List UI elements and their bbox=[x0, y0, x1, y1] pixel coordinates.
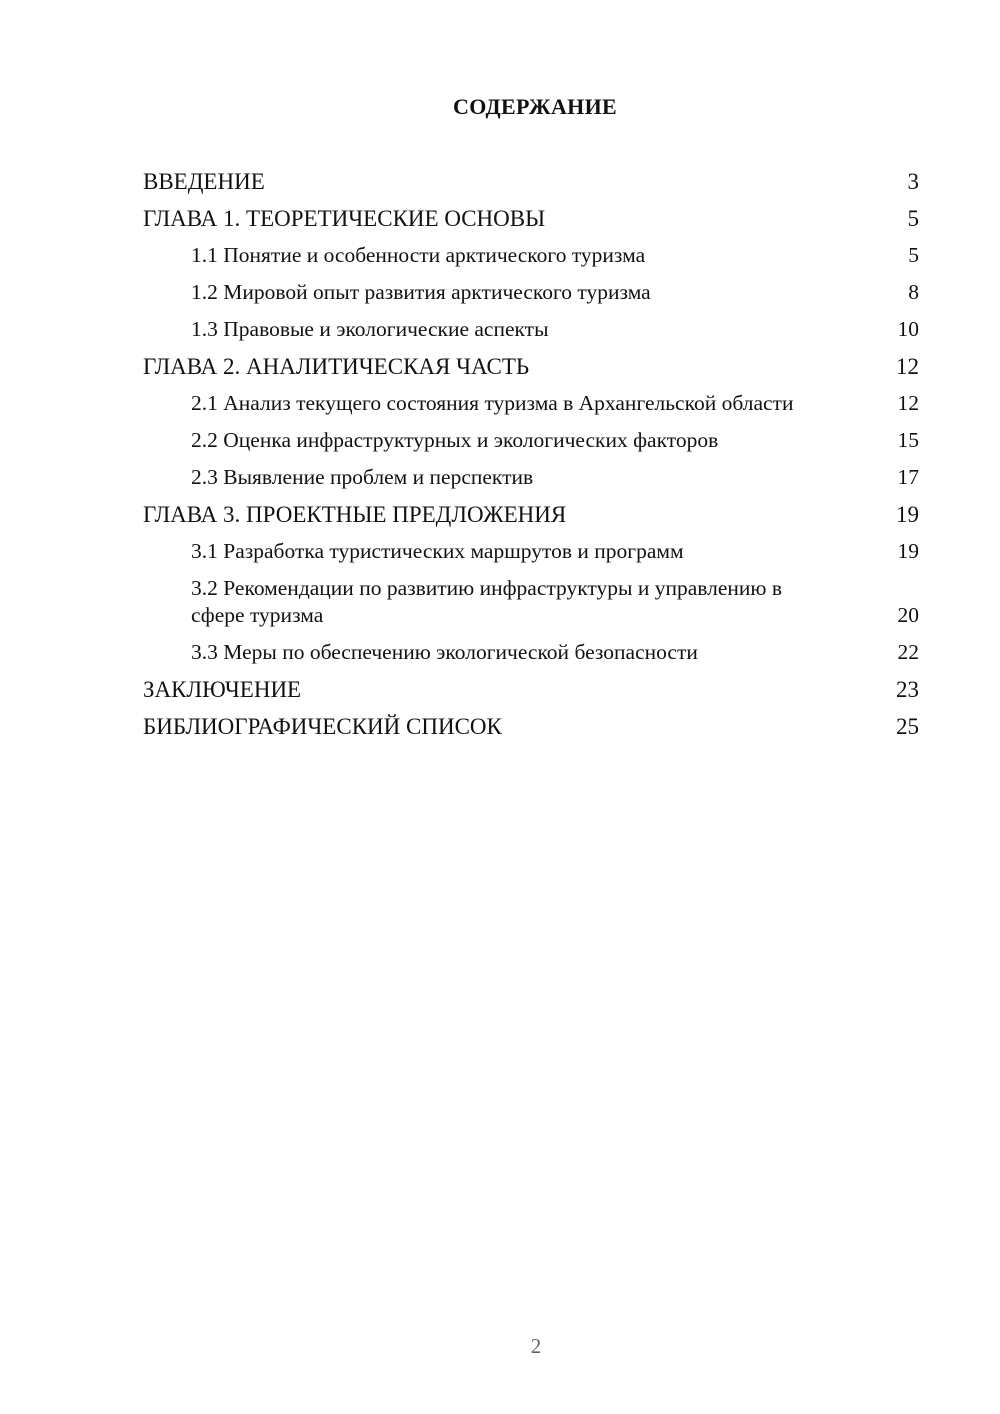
toc-entry-text: 2.1 Анализ текущего состояния туризма в Архангельской области bbox=[191, 391, 794, 415]
table-of-contents bbox=[143, 168, 919, 750]
toc-entry-page: 20 bbox=[897, 603, 919, 627]
toc-entry-chapter-2 bbox=[143, 353, 919, 380]
toc-entry-text: БИБЛИОГРАФИЧЕСКИЙ СПИСОК bbox=[143, 714, 502, 739]
toc-entry-page: 19 bbox=[896, 502, 919, 527]
toc-entry-chapter-3 bbox=[143, 501, 919, 528]
toc-entry-section-3-1 bbox=[143, 538, 919, 565]
toc-entry-page: 12 bbox=[897, 391, 919, 415]
toc-entry-text: 1.2 Мировой опыт развития арктического туризма bbox=[191, 280, 651, 304]
toc-entry-page: 12 bbox=[896, 354, 919, 379]
toc-entry-section-2-2 bbox=[143, 427, 919, 454]
toc-entry-page: 19 bbox=[897, 539, 919, 563]
toc-entry-page: 5 bbox=[908, 243, 919, 267]
toc-entry-text: 3.1 Разработка туристических маршрутов и программ bbox=[191, 539, 684, 563]
toc-entry-page: 17 bbox=[897, 465, 919, 489]
toc-entry-page: 10 bbox=[897, 317, 919, 341]
toc-entry-bibliography bbox=[143, 713, 919, 740]
page-title: СОДЕРЖАНИЕ bbox=[453, 94, 617, 119]
toc-entry-text: 3.2 Рекомендации по развитию инфраструктуры и управлению в сфере туризма bbox=[191, 576, 783, 627]
toc-entry-text: ЗАКЛЮЧЕНИЕ bbox=[143, 677, 302, 702]
toc-entry-introduction bbox=[143, 168, 919, 195]
toc-entry-page: 25 bbox=[896, 714, 919, 739]
toc-entry-text: 3.3 Меры по обеспечению экологической безопасности bbox=[191, 640, 698, 664]
toc-entry-text: ГЛАВА 2. АНАЛИТИЧЕСКАЯ ЧАСТЬ bbox=[143, 354, 530, 379]
toc-entry-section-1-1 bbox=[143, 242, 919, 269]
toc-entry-page: 23 bbox=[896, 677, 919, 702]
toc-entry-page: 15 bbox=[897, 428, 919, 452]
toc-entry-page: 8 bbox=[908, 280, 919, 304]
toc-entry-text: ГЛАВА 3. ПРОЕКТНЫЕ ПРЕДЛОЖЕНИЯ bbox=[143, 502, 567, 527]
toc-entry-section-2-1 bbox=[143, 390, 919, 417]
toc-entry-text: ВВЕДЕНИЕ bbox=[143, 169, 265, 194]
toc-entry-conclusion bbox=[143, 676, 919, 703]
toc-entry-chapter-1 bbox=[143, 205, 919, 232]
toc-entry-section-2-3 bbox=[143, 464, 919, 491]
toc-entry-page: 5 bbox=[907, 206, 919, 231]
toc-entry-section-3-2 bbox=[143, 575, 919, 629]
toc-entry-text: 1.3 Правовые и экологические аспекты bbox=[191, 317, 549, 341]
toc-entry-section-3-3 bbox=[143, 639, 919, 666]
toc-entry-page: 3 bbox=[907, 169, 919, 194]
page-number: 2 bbox=[530, 1334, 542, 1358]
toc-entry-text: 2.3 Выявление проблем и перспектив bbox=[191, 465, 534, 489]
toc-entry-section-1-3 bbox=[143, 316, 919, 343]
toc-entry-text: 1.1 Понятие и особенности арктического туризма bbox=[191, 243, 646, 267]
toc-entry-section-1-2 bbox=[143, 279, 919, 306]
toc-entry-text: 2.2 Оценка инфраструктурных и экологических факторов bbox=[191, 428, 719, 452]
toc-entry-text: ГЛАВА 1. ТЕОРЕТИЧЕСКИЕ ОСНОВЫ bbox=[143, 206, 546, 231]
toc-entry-page: 22 bbox=[897, 640, 919, 664]
